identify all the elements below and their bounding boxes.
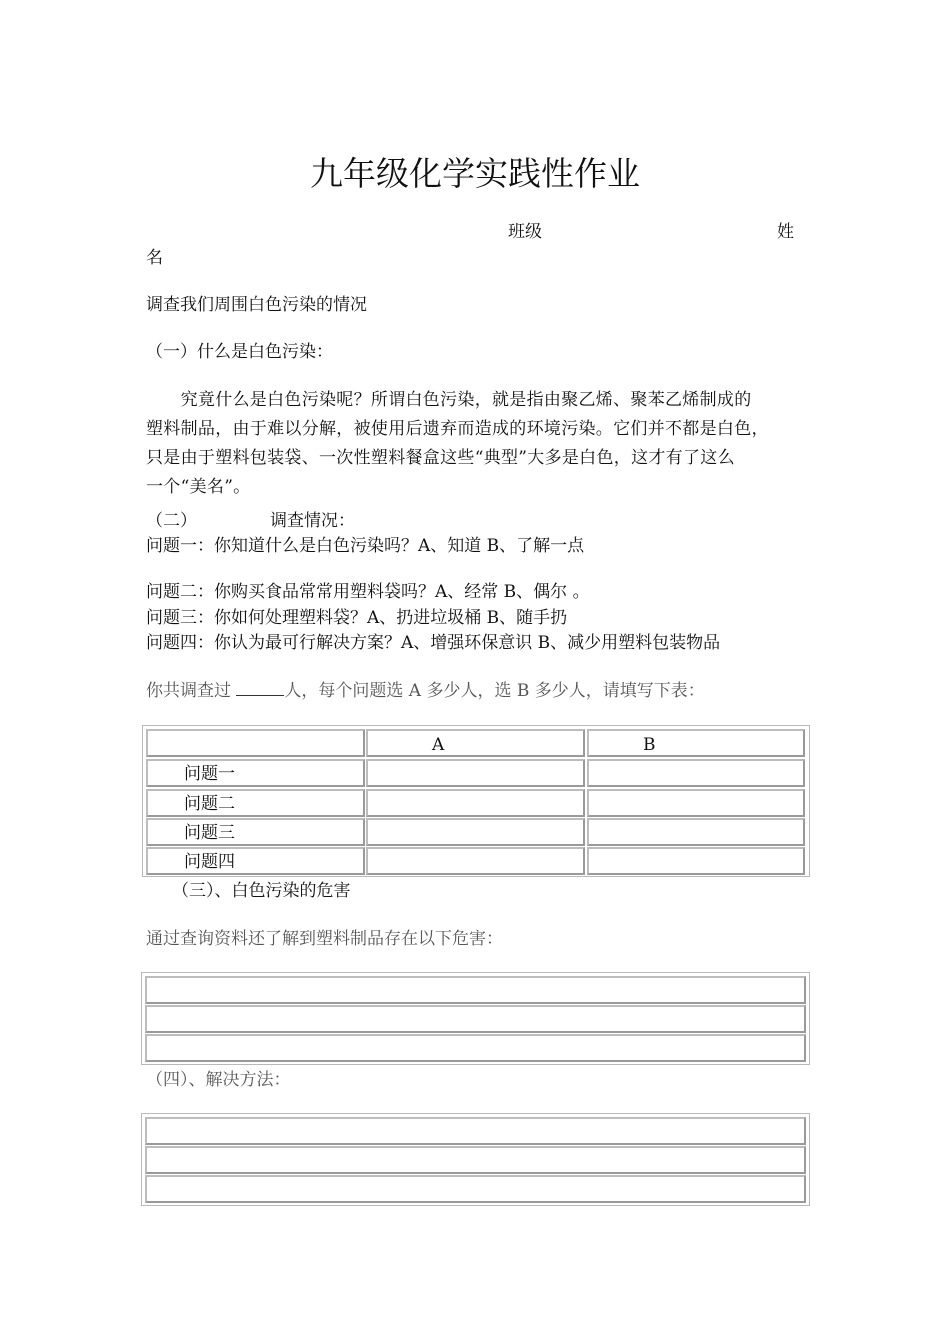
table-row-label	[146, 818, 365, 846]
answer-cell-q4-b[interactable]	[587, 847, 805, 875]
answer-cell-q1-b[interactable]	[587, 759, 805, 787]
section3-prompt: 通过查询资料还了解到塑料制品存在以下危害：	[146, 929, 503, 949]
survey-prompt-start: 你共调查过	[146, 681, 231, 701]
table-row-label	[146, 789, 365, 817]
paragraph-line: 究竟什么是白色污染呢？所谓白色污染，就是指由聚乙烯、聚苯乙烯制成的	[146, 390, 752, 410]
question-1: 问题一：你知道什么是白色污染吗？A、知道 B、了解一点	[146, 536, 585, 556]
answer-line[interactable]	[145, 1146, 806, 1174]
answer-line[interactable]	[145, 1175, 806, 1203]
paragraph-line: 一个“美名”。	[146, 477, 251, 497]
answer-cell-q2-a[interactable]	[366, 789, 585, 817]
column-a-label: A	[432, 735, 445, 755]
harm-answer-table	[141, 972, 810, 1065]
survey-table	[142, 725, 810, 877]
answer-cell-q1-a[interactable]	[366, 759, 585, 787]
name-label-part2: 名	[146, 248, 163, 268]
class-label: 班级	[508, 222, 542, 242]
column-b-label: B	[643, 735, 656, 755]
solution-answer-table	[141, 1113, 810, 1206]
table-header-b	[587, 729, 805, 757]
answer-line[interactable]	[145, 1034, 806, 1062]
table-header-empty	[146, 729, 365, 757]
answer-line[interactable]	[145, 976, 806, 1004]
section1-heading: （一）什么是白色污染：	[146, 342, 333, 362]
name-label-part1: 姓	[777, 222, 794, 242]
section4-heading: （四）、解决方法：	[146, 1070, 291, 1090]
row-label: 问题三	[184, 823, 235, 843]
survey-count-blank[interactable]	[236, 679, 284, 696]
paragraph-line: 塑料制品，由于难以分解，被使用后遗弃而造成的环境污染。它们并不都是白色，	[146, 419, 769, 439]
row-label: 问题二	[184, 794, 235, 814]
page-title: 九年级化学实践性作业	[310, 154, 640, 193]
question-3: 问题三：你如何处理塑料袋？A、扔进垃圾桶 B、随手扔	[146, 608, 568, 628]
table-row-label	[146, 847, 365, 875]
section2-prefix: （二）	[146, 511, 197, 531]
section2-heading: 调查情况：	[270, 511, 355, 531]
section3-heading: （三）、白色污染的危害	[172, 881, 351, 901]
question-2: 问题二：你购买食品常常用塑料袋吗？A、经常 B、偶尔 。	[146, 582, 590, 602]
question-4: 问题四：你认为最可行解决方案？A、增强环保意识 B、减少用塑料包装物品	[146, 633, 721, 653]
table-row-label	[146, 759, 365, 787]
answer-line[interactable]	[145, 1117, 806, 1145]
row-label: 问题一	[184, 764, 235, 784]
survey-prompt-end: 人，每个问题选 A 多少人，选 B 多少人，请填写下表：	[284, 681, 705, 701]
answer-line[interactable]	[145, 1005, 806, 1033]
survey-prompt	[146, 679, 705, 703]
section1-paragraph	[146, 386, 816, 502]
answer-cell-q3-b[interactable]	[587, 818, 805, 846]
table-header-a	[366, 729, 585, 757]
answer-cell-q4-a[interactable]	[366, 847, 585, 875]
row-label: 问题四	[184, 852, 235, 872]
answer-cell-q2-b[interactable]	[587, 789, 805, 817]
topic-heading: 调查我们周围白色污染的情况	[146, 295, 367, 315]
answer-cell-q3-a[interactable]	[366, 818, 585, 846]
paragraph-line: 只是由于塑料包装袋、一次性塑料餐盒这些“典型”大多是白色，这才有了这么	[146, 448, 735, 468]
